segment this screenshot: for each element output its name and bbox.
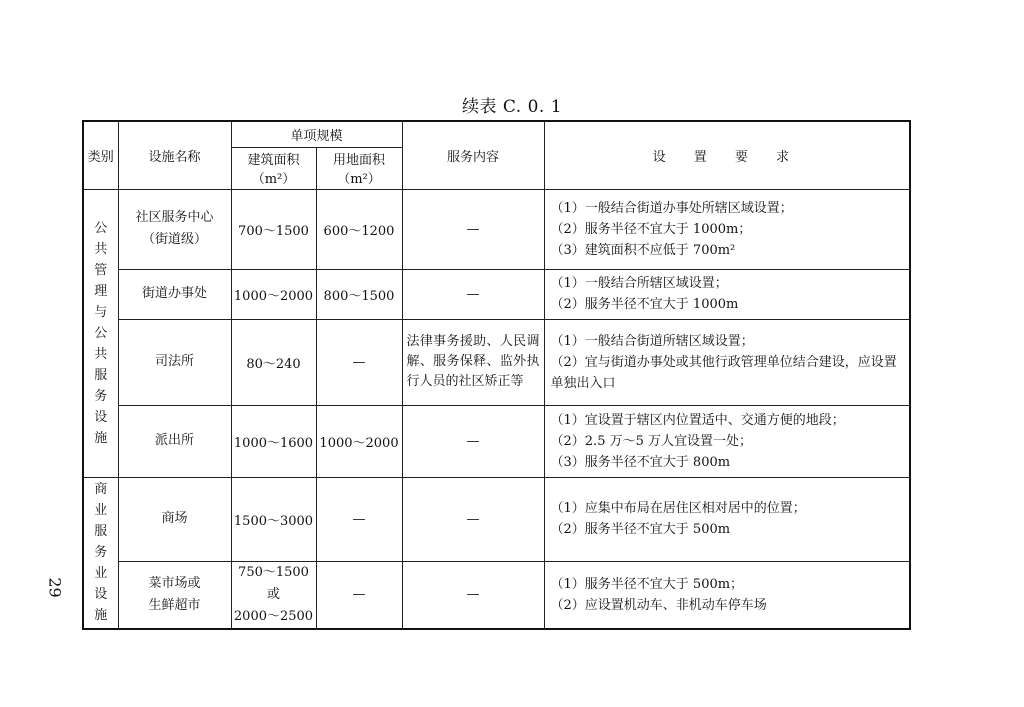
page-number: 29: [45, 577, 65, 598]
requirement-item: （1）宜设置于辖区内位置适中、交通方便的地段；: [550, 412, 845, 428]
building-area: 750～1500 或: [238, 564, 309, 602]
category-label: 商业服务业设施: [94, 482, 108, 623]
requirement-item: （1）一般结合所辖区域设置；: [550, 276, 728, 291]
header-facility-name: 设施名称: [118, 121, 231, 189]
header-service-content: 服务内容: [402, 121, 544, 189]
land-area: —: [316, 319, 402, 405]
table-row: [83, 189, 910, 269]
header-requirements: 设 置 要 求: [544, 121, 910, 189]
facility-name-cell: [118, 269, 231, 319]
header-land-area: 用地面积: [333, 153, 386, 168]
facility-name: 菜市场或: [148, 575, 201, 591]
requirement-item: （1）应集中布局在居住区相对居中的位置；: [550, 501, 806, 516]
requirements-cell: [544, 561, 910, 629]
header-land-area-unit: （m²）: [337, 172, 381, 187]
facility-name: 派出所: [154, 433, 194, 448]
requirement-item: （2）服务半径不宜大于 1000m: [550, 297, 739, 312]
building-area-cell: [231, 561, 316, 629]
service-content: —: [402, 405, 544, 477]
header-scale: 单项规模: [231, 121, 402, 147]
facility-name: 司法所: [154, 354, 194, 369]
table-row: [83, 269, 910, 319]
table-row: [83, 561, 910, 629]
requirement-item: （3）建筑面积不应低于 700m²: [550, 242, 736, 258]
service-content: —: [402, 477, 544, 561]
requirements-cell: [544, 477, 910, 561]
building-area: 700～1500: [231, 189, 316, 269]
requirement-item: （2）服务半径不宜大于 1000m；: [550, 221, 752, 237]
requirement-item: （1）服务半径不宜大于 500m；: [550, 576, 744, 592]
facility-name-cell: [118, 561, 231, 629]
facility-name: 街道办事处: [141, 286, 207, 301]
facility-name-cell: [118, 405, 231, 477]
service-content: —: [402, 561, 544, 629]
requirement-item: （1）一般结合街道办事处所辖区域设置；: [550, 200, 793, 216]
building-area: 80～240: [231, 319, 316, 405]
requirement-item: （1）一般结合街道所辖区域设置；: [550, 333, 754, 349]
facility-name-cell: [118, 477, 231, 561]
facility-name-sub: 生鲜超市: [148, 597, 201, 613]
facility-name-cell: [118, 189, 231, 269]
table-row: [83, 477, 910, 561]
requirements-cell: [544, 319, 910, 405]
land-area: —: [316, 561, 402, 629]
requirement-item: （2）2.5 万～5 万人宜设置一处；: [550, 433, 752, 449]
requirement-item: （2）宜与街道办事处或其他行政管理单位结合建设，应设置单独出入口: [550, 354, 897, 391]
facility-name: 社区服务中心: [135, 210, 214, 225]
building-area: 1000～2000: [231, 269, 316, 319]
header-building-area: 建筑面积: [247, 153, 300, 168]
requirements-cell: [544, 405, 910, 477]
building-area-alt: 2000～2500: [233, 608, 314, 624]
building-area: 1500～3000: [231, 477, 316, 561]
requirement-item: （2）应设置机动车、非机动车停车场: [550, 597, 767, 613]
facility-name: 商场: [161, 511, 188, 526]
facility-name-sub: （街道级）: [141, 232, 207, 247]
facility-name-cell: [118, 319, 231, 405]
requirements-cell: [544, 269, 910, 319]
header-category: 类别: [83, 121, 118, 189]
service-content: 法律事务援助、人民调解、服务保释、监外执行人员的社区矫正等: [402, 319, 544, 405]
table-row: [83, 405, 910, 477]
header-row-1: [83, 121, 910, 147]
category-cell-commercial: [83, 477, 118, 629]
requirements-cell: [544, 189, 910, 269]
requirement-item: （2）服务半径不宜大于 500m: [550, 522, 731, 537]
table-caption: 续表 C. 0. 1: [461, 97, 563, 117]
table-row: [83, 319, 910, 405]
category-cell-public: [83, 189, 118, 477]
land-area: 600～1200: [316, 189, 402, 269]
land-area: —: [316, 477, 402, 561]
header-building-area-cell: [231, 147, 316, 189]
header-building-area-unit: （m²）: [251, 172, 296, 187]
header-land-area-cell: [316, 147, 402, 189]
land-area: 1000～2000: [316, 405, 402, 477]
facility-spec-table: [82, 120, 911, 630]
category-label: 公共管理与公共服务设施: [94, 220, 108, 446]
service-content: —: [402, 269, 544, 319]
service-content: —: [402, 189, 544, 269]
building-area: 1000～1600: [231, 405, 316, 477]
requirement-item: （3）服务半径不宜大于 800m: [550, 454, 731, 470]
land-area: 800～1500: [316, 269, 402, 319]
